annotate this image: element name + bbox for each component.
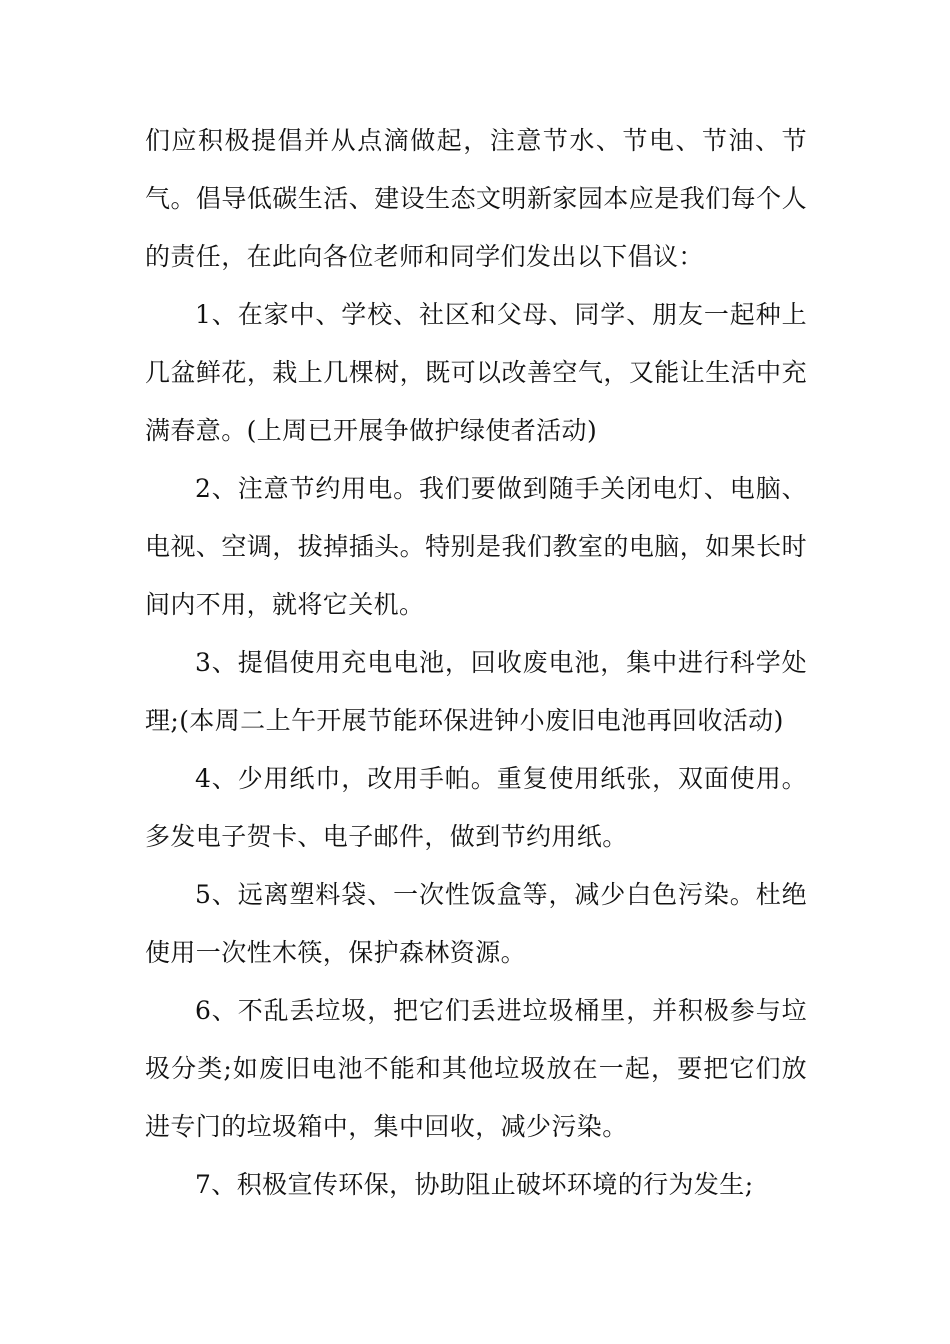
document-body [145,112,807,1214]
paragraph-item-1: 1、在家中、学校、社区和父母、同学、朋友一起种上几盆鲜花，栽上几棵树，既可以改善空气，又能让生活中充满春意。(上周已开展争做护绿使者活动) [145,300,807,445]
paragraph-item-7: 7、积极宣传环保，协助阻止破坏环境的行为发生; [195,1170,754,1199]
paragraph-item-6: 6、不乱丢垃圾，把它们丢进垃圾桶里，并积极参与垃圾分类;如废旧电池不能和其他垃圾放在一起，要把它们放进专门的垃圾箱中，集中回收，减少污染。 [145,996,807,1141]
paragraph-item-4: 4、少用纸巾，改用手帕。重复使用纸张，双面使用。多发电子贺卡、电子邮件，做到节约用纸。 [145,764,807,851]
paragraph-item-5: 5、远离塑料袋、一次性饭盒等，减少白色污染。杜绝使用一次性木筷，保护森林资源。 [145,880,807,967]
paragraph-item-3: 3、提倡使用充电电池，回收废电池，集中进行科学处理;(本周二上午开展节能环保进钟小废旧电池再回收活动) [145,648,807,735]
paragraph-intro-continued: 们应积极提倡并从点滴做起，注意节水、节电、节油、节气。倡导低碳生活、建设生态文明新家园本应是我们每个人的责任，在此向各位老师和同学们发出以下倡议： [145,126,807,271]
paragraph-item-2: 2、注意节约用电。我们要做到随手关闭电灯、电脑、电视、空调，拔掉插头。特别是我们教室的电脑，如果长时间内不用，就将它关机。 [145,474,807,619]
